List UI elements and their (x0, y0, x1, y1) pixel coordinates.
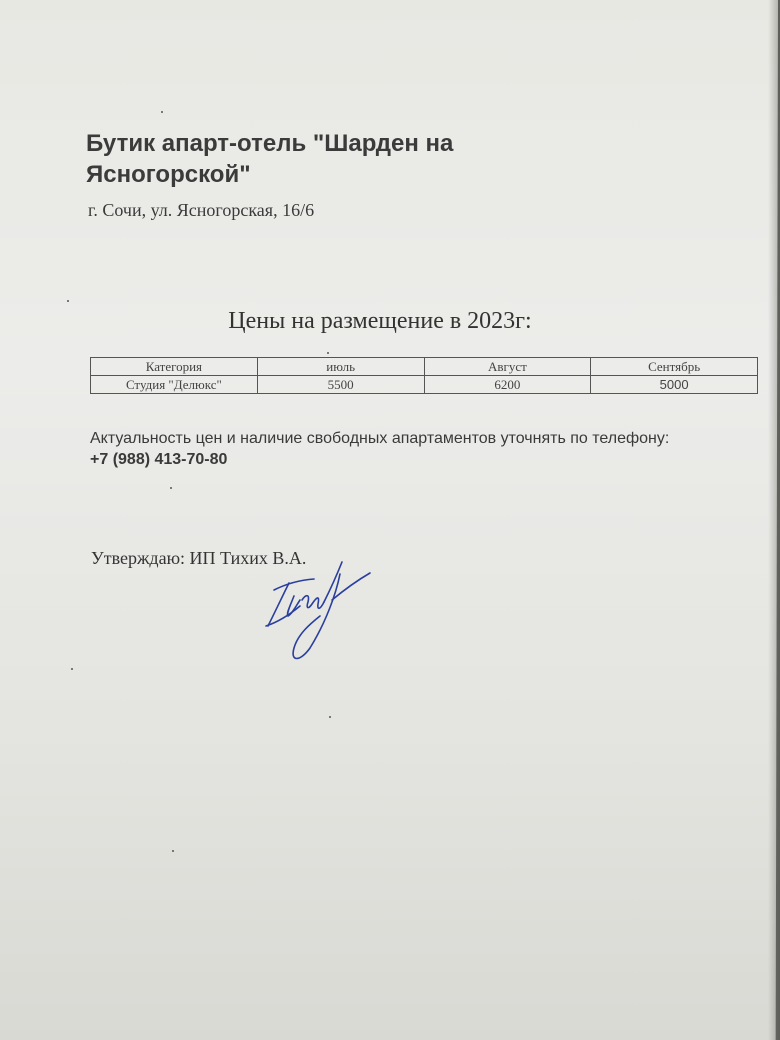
cell-september-price: 5000 (591, 376, 758, 394)
handwritten-signature (256, 550, 376, 665)
notice-text: Актуальность цен и наличие свободных апартаментов уточнять по телефону: (90, 430, 670, 447)
price-table (90, 357, 758, 394)
hotel-name-heading: Бутик апарт-отель "Шарден на Ясногорской" (86, 130, 454, 188)
column-header-category: Категория (91, 358, 258, 376)
paper-speck (329, 716, 331, 718)
paper-speck (161, 111, 163, 113)
cell-july-price: 5500 (257, 376, 424, 394)
table-row (91, 376, 758, 394)
paper-speck (170, 487, 172, 489)
paper-edge-shadow (768, 0, 780, 1040)
paper-speck (172, 850, 174, 852)
cell-category: Студия "Делюкс" (91, 376, 258, 394)
availability-notice (90, 428, 690, 470)
hotel-address: г. Сочи, ул. Ясногорская, 16/6 (88, 200, 315, 220)
column-header-september: Сентябрь (591, 358, 758, 376)
paper-speck (71, 668, 73, 670)
price-table-header-row (91, 358, 758, 376)
column-header-august: Август (424, 358, 591, 376)
paper-speck (67, 300, 69, 302)
column-header-july: июль (257, 358, 424, 376)
prices-title: Цены на размещение в 2023г: (228, 308, 532, 334)
approval-line: Утверждаю: ИП Тихих В.А. (91, 548, 307, 568)
cell-august-price: 6200 (424, 376, 591, 394)
contact-phone: +7 (988) 413-70-80 (90, 451, 228, 468)
paper-speck (327, 352, 329, 354)
